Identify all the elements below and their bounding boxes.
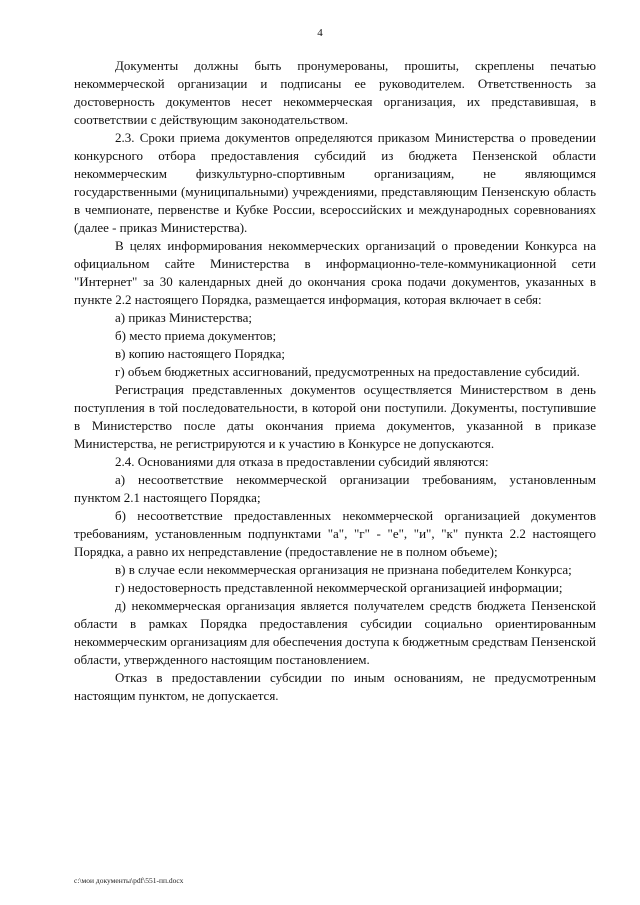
paragraph-2-3: 2.3. Сроки приема документов определяются приказом Министерства о проведении конкурсного отбора предоставления субсидий из бюджета Пензенской области некоммерческим физкультурно-спортивным организациям, не являющимся государственными (муниципальными) учреждениями, представляющим Пензенскую область в чемпионате, первенстве и Кубке России, всероссийских и международных соревнованиях (далее - приказ Министерства). — [74, 130, 596, 235]
document-body — [74, 57, 596, 705]
paragraph-registration: Регистрация представленных документов осуществляется Министерством в день поступления в той последовательности, в которой они поступили. Документы, поступившие в Министерство после даты окончания приема документов, указанной в приказе Министерства, не регистрируются и к участию в Конкурсе не допускаются. — [74, 382, 596, 451]
paragraph-other-grounds: Отказ в предоставлении субсидии по иным основаниям, не предусмотренным настоящим пунктом, не допускается. — [74, 670, 596, 703]
refusal-item-a: а) несоответствие некоммерческой организации требованиям, установленным пунктом 2.1 настоящего Порядка; — [74, 472, 596, 505]
refusal-item-b: б) несоответствие предоставленных некоммерческой организацией документов требованиям, установленным подпунктами "а", "г" - "е", "и", "к" пункта 2.2 настоящего Порядка, а равно их непредставление (предоставление не в полном объеме); — [74, 508, 596, 559]
list-item-b: б) место приема документов; — [115, 328, 277, 343]
refusal-item-v: в) в случае если некоммерческая организация не признана победителем Конкурса; — [115, 562, 572, 577]
footer-file-path: c:\мои документы\pdf\551-пп.docx — [74, 876, 184, 885]
page-number: 4 — [317, 27, 323, 39]
paragraph-2-4: 2.4. Основаниями для отказа в предоставлении субсидий являются: — [115, 454, 489, 469]
paragraph-documents-requirements: Документы должны быть пронумерованы, прошиты, скреплены печатью некоммерческой организации и подписаны ее руководителем. Ответственность за достоверность документов несет некоммерческая организация, их представившая, в соответствии с действующим законодательством. — [74, 58, 596, 127]
refusal-item-d: д) некоммерческая организация является получателем средств бюджета Пензенской области в рамках Порядка предоставления субсидии социально ориентированным некоммерческим организациям для обеспечения доступа к бюджетным средствам Пензенской области, утвержденного настоящим постановлением. — [74, 598, 596, 667]
list-item-g: г) объем бюджетных ассигнований, предусмотренных на предоставление субсидий. — [115, 364, 580, 379]
paragraph-informing: В целях информирования некоммерческих организаций о проведении Конкурса на официальном сайте Министерства в информационно-теле-коммуникационной сети "Интернет" за 30 календарных дней до окончания срока подачи документов, указанных в пункте 2.2 настоящего Порядка, размещается информация, которая включает в себя: — [74, 238, 596, 307]
refusal-item-g: г) недостоверность представленной некоммерческой организацией информации; — [115, 580, 563, 595]
list-item-v: в) копию настоящего Порядка; — [115, 346, 286, 361]
list-item-a: а) приказ Министерства; — [115, 310, 252, 325]
